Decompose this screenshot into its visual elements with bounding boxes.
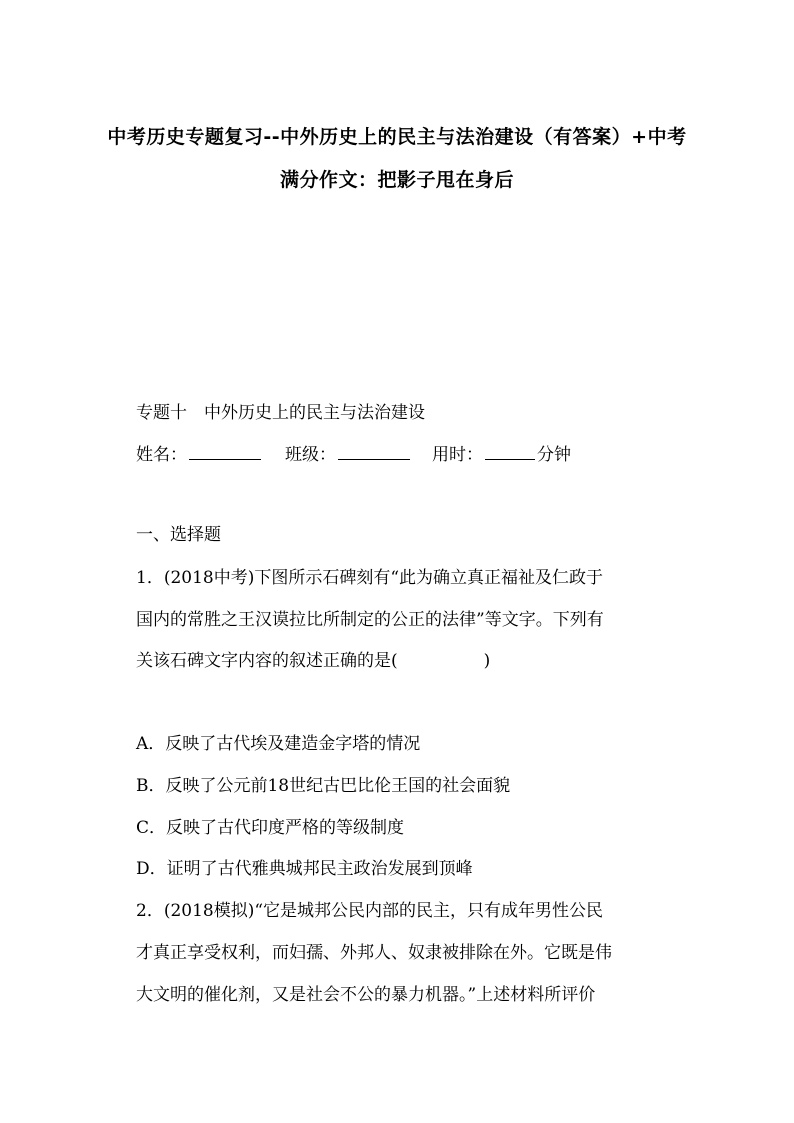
student-info-row xyxy=(136,441,571,466)
document-title-line-2: 满分作文：把影子甩在身后 xyxy=(279,169,514,191)
class-blank xyxy=(338,441,410,460)
question-1-line-3 xyxy=(136,650,490,672)
name-label: 姓名： xyxy=(136,445,187,465)
close-paren: ) xyxy=(483,651,491,671)
question-type-heading: 一、选择题 xyxy=(136,525,221,545)
option-c: C．反映了古代印度严格的等级制度 xyxy=(136,818,405,838)
document-title-line-1: 中考历史专题复习--中外历史上的民主与法治建设（有答案）+中考 xyxy=(107,126,687,148)
question-2-line-2: 才真正享受权利，而妇孺、外邦人、奴隶被排除在外。它既是伟 xyxy=(136,943,612,963)
class-label: 班级： xyxy=(285,445,336,465)
name-blank xyxy=(189,441,261,460)
time-unit: 分钟 xyxy=(537,445,571,465)
question-1-line-2: 国内的常胜之王汉谟拉比所制定的公正的法律”等文字。下列有 xyxy=(136,610,604,630)
time-label: 用时： xyxy=(432,445,483,465)
option-d: D．证明了古代雅典城邦民主政治发展到顶峰 xyxy=(136,859,473,879)
question-1-stem-end: 关该石碑文字内容的叙述正确的是( xyxy=(136,651,398,671)
question-1-line-1: 1．(2018中考)下图所示石碑刻有“此为确立真正福祉及仁政于 xyxy=(136,568,604,588)
time-blank xyxy=(485,441,535,460)
section-title: 专题十 中外历史上的民主与法治建设 xyxy=(136,403,425,423)
option-b: B．反映了公元前18世纪古巴比伦王国的社会面貌 xyxy=(136,776,511,796)
option-a: A．反映了古代埃及建造金字塔的情况 xyxy=(136,734,421,754)
question-2-line-1: 2．(2018模拟)“它是城邦公民内部的民主，只有成年男性公民 xyxy=(136,901,604,921)
question-2-line-3: 大文明的催化剂，又是社会不公的暴力机器。”上述材料所评价 xyxy=(136,985,596,1005)
